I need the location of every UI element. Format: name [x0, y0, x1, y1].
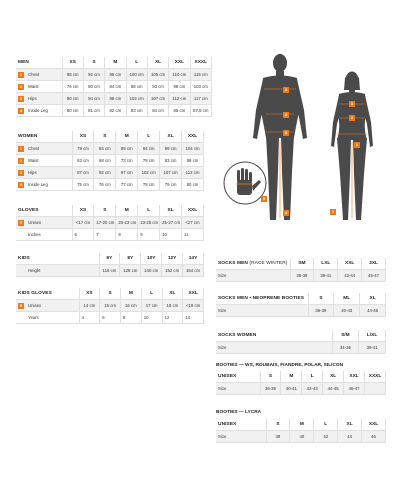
cell: 34-36: [332, 342, 359, 354]
men-size-header: XXXL: [190, 57, 211, 69]
row-label: Inches: [28, 232, 41, 237]
socks-neoprene-title: SOCKS MEN • NEOPRENE BOOTIES: [216, 293, 308, 305]
socks-size-header: LXL: [314, 258, 338, 270]
cell: 100 cm: [126, 69, 147, 81]
cell: 39-41: [314, 270, 338, 282]
kids-gloves-title: KIDS GLOVES: [16, 288, 79, 300]
row-label: Chest: [28, 146, 40, 151]
men-size-header: S: [83, 57, 104, 69]
men-size-header: M: [105, 57, 126, 69]
row-label: Hips: [28, 96, 37, 101]
cell: 35-38: [290, 270, 314, 282]
cell: 25-27 cm: [160, 217, 182, 229]
cell: 16 cm: [121, 300, 142, 312]
table-row: [16, 81, 212, 93]
women-title: WOMEN: [16, 131, 72, 143]
cell: 14 cm: [79, 300, 100, 312]
men-size-header: XXL: [169, 57, 190, 69]
cell: 88 cm: [126, 81, 147, 93]
table-row: [16, 217, 204, 229]
row-label: Waist: [28, 158, 39, 163]
cell: 15 cm: [100, 300, 121, 312]
booties-size-header: XXL: [344, 371, 365, 383]
socks-women-size-table: [216, 330, 386, 354]
cell: 80 cm: [182, 179, 204, 191]
gloves-size-header: S: [94, 205, 116, 217]
table-row: [16, 179, 204, 191]
kids-title: KIDS: [16, 253, 99, 265]
cell: 99 cm: [160, 143, 182, 155]
cell: 46: [362, 431, 386, 443]
kids-gloves-size-header: XL: [162, 288, 183, 300]
kids-gloves-size-table: [16, 288, 204, 324]
booties-ws-size-table: [216, 371, 386, 395]
kids-size-header: 12Y: [162, 253, 183, 265]
cell: 18 cm: [162, 300, 183, 312]
socks-size-header: 3XL: [362, 258, 386, 270]
women-size-table: [16, 131, 204, 191]
cell: 40-41: [281, 383, 302, 395]
cell: 8: [116, 229, 138, 241]
cell: 80 cm: [62, 105, 83, 117]
table-row: [16, 312, 204, 324]
cell: 11: [182, 229, 204, 241]
gloves-size-table: [16, 205, 204, 241]
row-label: Height: [28, 268, 41, 273]
socks-men-size-table: [216, 258, 386, 282]
men-size-header: XS: [62, 57, 83, 69]
socks-men-title: SOCKS MEN: [218, 261, 248, 266]
cell: 7: [94, 229, 116, 241]
table-row: [216, 342, 386, 354]
men-size-table: [16, 57, 212, 117]
gloves-size-header: XXL: [182, 205, 204, 217]
booties-lycra-size-table: [216, 419, 386, 443]
cell: 152 cm: [162, 265, 183, 277]
cell: 12: [162, 312, 183, 324]
gloves-size-header: M: [116, 205, 138, 217]
cell: 10: [160, 229, 182, 241]
cell: 98 cm: [169, 81, 190, 93]
measure-number-badge: 5: [19, 219, 23, 225]
cell: 40: [290, 431, 314, 443]
women-size-header: S: [94, 131, 116, 143]
kids-size-header: 10Y: [141, 253, 162, 265]
men-size-header: XL: [147, 57, 168, 69]
measure-number-badge: 1: [19, 145, 23, 151]
cell: 164 cm: [183, 265, 204, 277]
cell: 94 cm: [138, 143, 160, 155]
cell: 42-44: [338, 270, 362, 282]
cell: 96 cm: [105, 69, 126, 81]
cell: 17 cm: [141, 300, 162, 312]
socks-size-header: S/M: [332, 330, 359, 342]
kids-gloves-size-header: M: [121, 288, 142, 300]
cell: 115 cm: [190, 69, 211, 81]
cell: 107 cm: [147, 93, 168, 105]
cell: 78 cm: [138, 179, 160, 191]
row-label: Size: [216, 383, 260, 395]
table-row: [16, 229, 204, 241]
cell: 44-45: [323, 383, 344, 395]
hips-marker-badge: 3: [355, 142, 359, 147]
booties-size-header: M: [290, 419, 314, 431]
cell: 87 cm: [72, 167, 94, 179]
measure-number-badge: 2: [19, 157, 23, 163]
cell: 102 cm: [126, 93, 147, 105]
kids-gloves-size-header: L: [141, 288, 162, 300]
cell: 6: [100, 312, 121, 324]
cell: 23-25 cm: [138, 217, 160, 229]
kids-size-header: 6Y: [99, 253, 120, 265]
waist-marker-badge: 2: [284, 112, 288, 117]
hips-marker-badge: 3: [284, 130, 288, 135]
cell: 97 cm: [116, 167, 138, 179]
measure-number-badge: 3: [19, 95, 23, 101]
cell: <17 cm: [72, 217, 94, 229]
cell: 83 cm: [126, 105, 147, 117]
gloves-size-header: XS: [72, 205, 94, 217]
booties-size-header: XL: [338, 419, 362, 431]
men-title: MEN: [16, 57, 62, 69]
cell: 103 cm: [190, 81, 211, 93]
row-label: Chest: [28, 72, 40, 77]
kids-size-header: 8Y: [120, 253, 141, 265]
cell: 46-47: [344, 383, 365, 395]
cell: 128 cm: [120, 265, 141, 277]
socks-size-header: SM: [290, 258, 314, 270]
socks-neoprene-size-table: [216, 293, 386, 317]
women-size-header: XXL: [182, 131, 204, 143]
measure-number-badge: 2: [19, 83, 23, 89]
cell: 87,5 cm: [190, 105, 211, 117]
cell: 116 cm: [99, 265, 120, 277]
cell: 84 cm: [105, 81, 126, 93]
cell: 83 cm: [160, 155, 182, 167]
hand-marker-badge: 5: [262, 196, 266, 201]
row-label: Hips: [28, 170, 37, 175]
socks-size-header: XXL: [338, 258, 362, 270]
cell: 36-39: [260, 383, 281, 395]
measure-number-badge: 3: [19, 169, 23, 175]
cell: 77 cm: [116, 179, 138, 191]
female-body-figure: [320, 70, 384, 226]
cell: 85 cm: [169, 105, 190, 117]
cell: 44-46: [360, 305, 386, 317]
row-label: Inside Leg: [28, 108, 48, 113]
cell: 73 cm: [116, 155, 138, 167]
cell: 44: [338, 431, 362, 443]
cell: 14: [183, 312, 204, 324]
cell: 10: [141, 312, 162, 324]
table-row: [216, 431, 386, 443]
booties-size-header: S: [260, 371, 281, 383]
cell: 140 cm: [141, 265, 162, 277]
cell: 90 cm: [62, 93, 83, 105]
table-row: [16, 155, 204, 167]
cell: 45-47: [362, 270, 386, 282]
cell: 8: [121, 312, 142, 324]
cell: 110 cm: [169, 69, 190, 81]
cell: 39-41: [359, 342, 386, 354]
cell: 79 cm: [160, 179, 182, 191]
kids-size-table: [16, 253, 204, 277]
socks-size-header: L/XL: [359, 330, 386, 342]
women-size-header: M: [116, 131, 138, 143]
cell: 42: [314, 431, 338, 443]
booties-size-header: M: [281, 371, 302, 383]
cell: 68 cm: [94, 155, 116, 167]
booties-size-header: XL: [323, 371, 344, 383]
row-label: Years: [28, 315, 39, 320]
women-size-header: XL: [160, 131, 182, 143]
cell: 76 cm: [62, 81, 83, 93]
kids-gloves-size-header: XS: [79, 288, 100, 300]
table-row: [216, 270, 386, 282]
cell: 98 cm: [105, 93, 126, 105]
table-row: [16, 265, 204, 277]
cell: 38: [266, 431, 290, 443]
booties-unisex-label: UNISEX: [216, 419, 266, 431]
gloves-size-header: XL: [160, 205, 182, 217]
measure-number-badge: 5: [19, 302, 23, 308]
cell: 6: [72, 229, 94, 241]
cell: 84 cm: [94, 143, 116, 155]
cell: 104 cm: [182, 143, 204, 155]
cell: <19 cm: [183, 300, 204, 312]
cell: 92 cm: [83, 69, 104, 81]
row-label: Size: [216, 342, 332, 354]
table-row: [16, 300, 204, 312]
measure-number-badge: 4: [19, 107, 23, 113]
socks-women-title: SOCKS WOMEN: [216, 330, 332, 342]
cell: 40-43: [334, 305, 360, 317]
table-row: [16, 93, 212, 105]
chest-marker-badge: 1: [350, 101, 354, 106]
cell: 80 cm: [83, 81, 104, 93]
cell: 117 cm: [190, 93, 211, 105]
row-label: Waist: [28, 84, 39, 89]
cell: 4: [79, 312, 100, 324]
socks-size-header: ML: [334, 293, 360, 305]
row-label: Size: [216, 305, 308, 317]
cell: 79 cm: [72, 143, 94, 155]
cell: 107 cm: [160, 167, 182, 179]
table-row: [16, 167, 204, 179]
cell: 75 cm: [72, 179, 94, 191]
cell: 82 cm: [105, 105, 126, 117]
socks-size-header: XL: [360, 293, 386, 305]
row-label: Inside Leg: [28, 182, 48, 187]
cell: 105 cm: [147, 69, 168, 81]
cell: 9: [138, 229, 160, 241]
waist-marker-badge: 2: [350, 115, 354, 120]
table-row: [16, 69, 212, 81]
booties-lycra-title: BOOTIES — LYCRA: [216, 410, 262, 415]
cell: 89 cm: [116, 143, 138, 155]
booties-size-header: XXL: [362, 419, 386, 431]
booties-size-header: XXXL: [365, 371, 386, 383]
row-label: Size: [216, 431, 266, 443]
measure-number-badge: 4: [19, 181, 23, 187]
cell: 112 cm: [169, 93, 190, 105]
cell: 112 cm: [182, 167, 204, 179]
gloves-title: GLOVES: [16, 205, 72, 217]
cell: 36-39: [308, 305, 334, 317]
table-row: [16, 143, 204, 155]
booties-size-header: L: [302, 371, 323, 383]
cell: <27 cm: [182, 217, 204, 229]
cell: [365, 383, 386, 395]
booties-size-header: L: [314, 419, 338, 431]
cell: 17-20 cm: [94, 217, 116, 229]
kids-gloves-size-header: XXL: [183, 288, 204, 300]
cell: 88 cm: [62, 69, 83, 81]
booties-ws-title: BOOTIES — WS, ROUBAIX, FIANDRE, POLAR, SILICON: [216, 363, 344, 368]
women-size-header: L: [138, 131, 160, 143]
cell: 94 cm: [83, 93, 104, 105]
kids-size-header: 14Y: [183, 253, 204, 265]
inside-leg-marker-badge: 4: [284, 210, 288, 215]
cell: 63 cm: [72, 155, 94, 167]
table-row: [216, 305, 386, 317]
inside-leg-marker-badge: 4: [331, 209, 335, 214]
cell: 78 cm: [138, 155, 160, 167]
booties-unisex-label: UNISEX: [216, 371, 260, 383]
cell: 93 cm: [147, 81, 168, 93]
gloves-size-header: L: [138, 205, 160, 217]
table-row: [216, 383, 386, 395]
cell: 92 cm: [94, 167, 116, 179]
table-row: [16, 105, 212, 117]
row-label: Size: [216, 270, 290, 282]
chest-marker-badge: 1: [284, 87, 288, 92]
socks-men-subtitle: (RACE WINTER): [249, 261, 288, 266]
cell: 88 cm: [182, 155, 204, 167]
kids-gloves-size-header: S: [100, 288, 121, 300]
row-label: Unisex: [28, 220, 42, 225]
cell: 76 cm: [94, 179, 116, 191]
cell: 102 cm: [138, 167, 160, 179]
socks-size-header: S: [308, 293, 334, 305]
women-size-header: XS: [72, 131, 94, 143]
men-size-header: L: [126, 57, 147, 69]
cell: 84 cm: [147, 105, 168, 117]
cell: 81 cm: [83, 105, 104, 117]
measure-number-badge: 1: [19, 71, 23, 77]
cell: 20-23 cm: [116, 217, 138, 229]
cell: 42-43: [302, 383, 323, 395]
row-label: Unisex: [28, 303, 42, 308]
booties-size-header: S: [266, 419, 290, 431]
